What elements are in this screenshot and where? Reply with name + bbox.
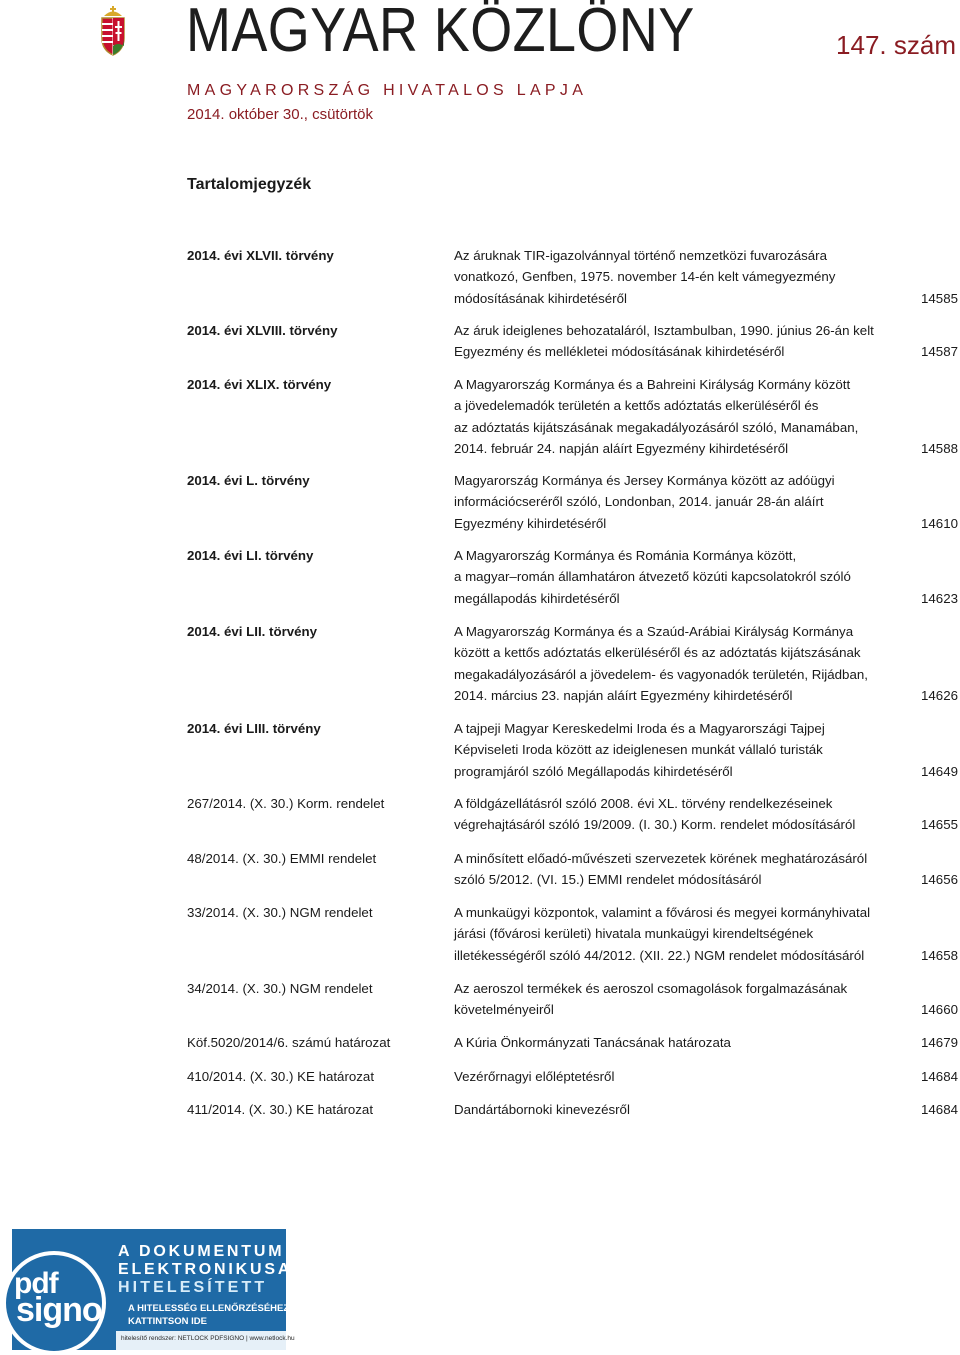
toc-entry-description: A Kúria Önkormányzati Tanácsának határozata xyxy=(454,1035,731,1050)
toc-entry-page: 14684 xyxy=(921,1069,958,1084)
issue-number: 147. szám xyxy=(836,30,956,60)
toc-entry-page: 14610 xyxy=(921,515,958,531)
badge-line-2: ELEKTRONIKUSAN xyxy=(118,1261,307,1278)
pdfsigno-logo-pdf: pdf xyxy=(14,1267,58,1300)
toc-entry-reference: Köf.5020/2014/6. számú határozat xyxy=(187,1035,391,1050)
publication-date: 2014. október 30., csütörtök xyxy=(187,106,373,123)
badge-line-3: HITELESÍTETT xyxy=(118,1279,268,1296)
toc-entry-description: A földgázellátásról szóló 2008. évi XL. törvény rendelkezéseinek végrehajtásáról szóló 19/2009. (I. 30.) Korm. rendelet módosításáról xyxy=(454,796,856,833)
toc-entry-reference: 2014. évi XLVIII. törvény xyxy=(187,323,338,338)
toc-entry-description: A munkaügyi központok, valamint a fővárosi és megyei kormányhivatal járási (fővárosi kerületi) hivatala munkaügyi kirendeltségének illetékességéről szóló 44/2012. (XII. 22.) NGM rendelet módosításáról xyxy=(454,905,871,963)
publication-subtitle: MAGYARORSZÁG HIVATALOS LAPJA xyxy=(187,82,588,99)
toc-entry-page: 14658 xyxy=(921,947,958,963)
toc-entry-page: 14588 xyxy=(921,440,958,456)
toc-entry-reference: 33/2014. (X. 30.) NGM rendelet xyxy=(187,905,373,920)
toc-entry-reference: 410/2014. (X. 30.) KE határozat xyxy=(187,1069,375,1084)
toc-entry-reference: 2014. évi LIII. törvény xyxy=(187,721,321,736)
toc-entry-page: 14626 xyxy=(921,687,958,703)
publication-title: MAGYAR KÖZLÖNY xyxy=(186,0,695,65)
toc-heading: Tartalomjegyzék xyxy=(187,176,312,193)
toc-entry-description: A minősített előadó-művészeti szervezetek körének meghatározásáról szóló 5/2012. (VI. 15.) EMMI rendelet módosításáról xyxy=(454,851,868,888)
toc-entry-description: A Magyarország Kormánya és a Bahreini Királyság Kormány között a jövedelemadók területén a kettős adóztatás elkerüléséről és az adóztatás kijátszásának megakadályozásáról szóló, Manamában, 2014. február 24. napján aláírt Egyezmény kihirdetéséről xyxy=(454,377,859,456)
toc-entry-reference: 2014. évi LI. törvény xyxy=(187,548,314,563)
badge-footer-text: hitelesítő rendszer: NETLOCK PDFSIGNO | www.netlock.hu xyxy=(121,1335,295,1342)
toc-entry-reference: 411/2014. (X. 30.) KE határozat xyxy=(187,1102,374,1117)
toc-entry-description: Az áruknak TIR-igazolvánnyal történő nemzetközi fuvarozására vonatkozó, Genfben, 1975. november 14-én kelt vámegyezmény módosításának kihirdetéséről xyxy=(454,248,836,306)
toc-entry-reference: 267/2014. (X. 30.) Korm. rendelet xyxy=(187,796,385,811)
toc-entry-page: 14660 xyxy=(921,1002,958,1018)
toc-entry-page: 14655 xyxy=(921,817,958,833)
toc-entry-page: 14585 xyxy=(921,290,958,306)
coat-of-arms-icon xyxy=(96,6,130,56)
badge-line-1: A DOKUMENTUM xyxy=(118,1243,285,1260)
toc-entry-reference: 48/2014. (X. 30.) EMMI rendelet xyxy=(187,851,377,866)
toc-entry-reference: 34/2014. (X. 30.) NGM rendelet xyxy=(187,981,373,996)
toc-entry-reference: 2014. évi L. törvény xyxy=(187,473,310,488)
toc-entry-description: Az áruk ideiglenes behozataláról, Isztambulban, 1990. június 26-án kelt Egyezmény és mellékletei módosításának kihirdetéséről xyxy=(454,323,874,360)
toc-entry-page: 14656 xyxy=(921,872,958,888)
toc-entry-description: Magyarország Kormánya és Jersey Kormánya között az adóügyi információcseréről szóló, Londonban, 2014. január 28-án aláírt Egyezmény kihirdetéséről xyxy=(454,473,835,531)
toc-entry-reference: 2014. évi LII. törvény xyxy=(187,624,318,639)
toc-entry-description: Vezérőrnagyi előléptetésről xyxy=(454,1069,615,1084)
toc-entry-reference: 2014. évi XLVII. törvény xyxy=(187,248,334,263)
toc-entry-page: 14623 xyxy=(921,590,958,606)
badge-click-here-link[interactable]: KATTINTSON IDE xyxy=(128,1316,207,1327)
badge-verify-text: A HITELESSÉG ELLENŐRZÉSÉHEZ xyxy=(128,1303,290,1314)
toc-entry-description: Dandártábornoki kinevezésről xyxy=(454,1102,630,1117)
toc-entry-description: A tajpeji Magyar Kereskedelmi Iroda és a Magyarországi Tajpej Képviseleti Iroda között az ideiglenesen munkát vállaló turisták programjáról szóló Megállapodás kihirdetéséről xyxy=(454,721,825,779)
signature-verification-badge[interactable] xyxy=(0,1229,307,1350)
toc-entry-reference: 2014. évi XLIX. törvény xyxy=(187,377,332,392)
toc-entry-description: A Magyarország Kormánya és a Szaúd-Arábiai Királyság Kormánya között a kettős adóztatás elkerüléséről és az adóztatás kijátszásának megakadályozásáról a jövedelem- és vagyonadók területén, Rijádban, 2014. március 23. napján aláírt Egyezmény kihirdetéséről xyxy=(454,624,868,703)
toc-entry-page: 14679 xyxy=(921,1035,958,1050)
toc-entry-page: 14649 xyxy=(921,763,958,779)
toc-entry-description: A Magyarország Kormánya és Románia Kormánya között, a magyar–román államhatáron átvezető közúti kapcsolatokról szóló megállapodás kihirdetéséről xyxy=(454,548,851,606)
toc-entry-page: 14684 xyxy=(921,1102,958,1117)
toc-entry-description: Az aeroszol termékek és aeroszol csomagolások forgalmazásának követelményeiről xyxy=(454,981,848,1018)
pdfsigno-logo-signo: signo xyxy=(16,1291,102,1329)
toc-entry-page: 14587 xyxy=(921,344,958,360)
